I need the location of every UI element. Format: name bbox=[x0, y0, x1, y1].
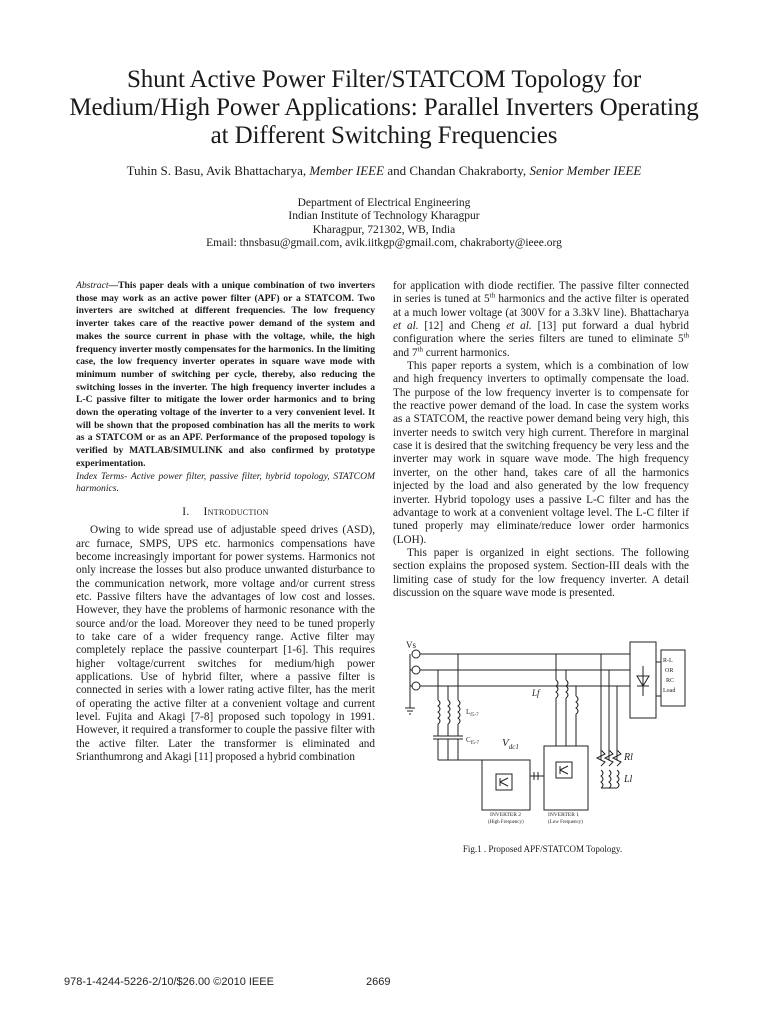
label-lf: Lf bbox=[532, 688, 540, 698]
p1-text-d: [13] put forward a dual hybrid configuration where the series filters are tuned to eliminate 5 bbox=[393, 320, 689, 346]
label-inverter-1-sub: (Low Frequency) bbox=[548, 820, 583, 825]
p1-sup-c: th bbox=[417, 344, 423, 353]
p1-text-f: current harmonics. bbox=[423, 346, 510, 359]
intro-paragraph: Owing to wide spread use of adjustable speed drives (ASD), arc furnace, SMPS, UPS etc. harmonics compensations have become increasingly important for power systems. Harmonics not only increase the losses but also produce unwanted disturbance to the communication network, more voltage and/or current stress etc. Passive filters have the advantages of low cost and losses. However, they have the problems of harmonic resonance with the source and/or the load. Moreover they need to be tuned properly to take care of a wider frequency range. Active filter may completely replace the passive counterpart [1-6]. This requires higher voltage/current switches for medium/high power applications. Use of hybrid filter, where a passive filter is connected in series with a lower rating active filter, has the merit of operating the active filter at a convenient voltage and current level. Fujita and Akagi [7-8] proposed such topology in 1991. However, it required a transformer to couple the passive filter with the active filter. Later the transformer is eliminated and Srianthumrong and Akagi [11] proposed a hybrid combination bbox=[76, 524, 375, 764]
author-senior: and Chandan Chakraborty, bbox=[384, 163, 530, 178]
page-number: 2669 bbox=[366, 976, 391, 988]
affiliation-email: Email: thnsbasu@gmail.com, avik.iitkgp@gmail.com, chakraborty@ieee.org bbox=[206, 236, 562, 249]
label-load-1: R-L bbox=[663, 658, 673, 664]
section-number: I. bbox=[182, 505, 190, 518]
section-heading bbox=[76, 506, 375, 519]
author-names: Tuhin S. Basu, Avik Bhattacharya, bbox=[126, 163, 310, 178]
figure-caption: Fig.1 . Proposed APF/STATCOM Topology. bbox=[462, 844, 623, 854]
p1-etal-a: et al. bbox=[393, 320, 419, 333]
section-title: Introduction bbox=[203, 505, 269, 518]
abstract-text: —This paper deals with a unique combination of two inverters those may work as an active power filter (APF) or a STATCOM. Two inverters are switched at different frequencies. The low frequency inverter takes care of the reactive power demand of the system and makes the source current in phase with the voltage, while, the high frequency inverter mostly compensates for the harmonics. In the limiting case, the low frequency inverter operates in square wave mode with minimum number of switching per cycle, thereby, also reducing the switching losses in the inverter. The high frequency inverter includes a L-C passive filter to mitigate the lower order harmonics and to bring down the operating voltage of the inverter to a very convenient level. It will be shown that the proposed combination has all the merits to work as a STATCOM or as an APF. Performance of the proposed topology is verified by MATLAB/SIMULINK and also confirmed by prototype experimentation. bbox=[76, 280, 375, 469]
p1-sup-b: th bbox=[683, 331, 689, 340]
label-rl: Rl bbox=[624, 752, 633, 763]
affiliation-institute: Indian Institute of Technology Kharagpur bbox=[288, 210, 480, 223]
p1-text-a: for application with diode rectifier. The passive filter connected in series is tuned at 5 bbox=[393, 280, 689, 306]
label-load-2: OR bbox=[665, 668, 674, 674]
circuit-diagram bbox=[396, 636, 689, 830]
label-load-4: Load bbox=[663, 688, 676, 694]
abstract bbox=[76, 280, 375, 471]
label-vdc: $V_{dc1}$ bbox=[502, 737, 519, 751]
right-paragraph-1 bbox=[393, 280, 689, 360]
abstract-lead: Abstract bbox=[76, 280, 109, 291]
p1-text-e: and 7 bbox=[393, 346, 418, 359]
author-senior-membership: Senior Member IEEE bbox=[529, 163, 642, 178]
label-ll: Ll bbox=[624, 774, 633, 785]
label-inverter-1: INVERTER 1 bbox=[548, 812, 579, 818]
paper-title: Shunt Active Power Filter/STATCOM Topology for Medium/High Power Applications: Parallel Inverters Operating at Different Switching Frequencies bbox=[69, 66, 699, 149]
right-paragraph-3: This paper is organized in eight sections. The following section explains the proposed system. Section-III deals with the limiting case of study for the low frequency inverter. A detail discussion on the square wave mode is presented. bbox=[393, 546, 689, 599]
affiliation-dept: Department of Electrical Engineering bbox=[297, 197, 471, 209]
right-paragraph-2: This paper reports a system, which is a combination of low and high frequency inverters to optimally compensate the load. The purpose of the low frequency inverter is to compensate for the reactive power demand of the load. In case the system works as a STATCOM, the reactive power demand being very high, this inverter needs to switch very high current. Therefore in marginal case it is desired that the switching frequency be very less and the inverter may work in square wave mode. The high frequency inverter, on the other hand, takes care of all the harmonics injected by the load and also generated by the low frequency inverter. Hybrid topology uses a passive L-C filter and has the advantage to work at a convenient voltage level. The L-C filter if tuned properly may eliminate/reduce lower order harmonics (LOH). bbox=[393, 360, 689, 546]
author-line bbox=[40, 163, 728, 179]
p1-text-c: [12] and Cheng bbox=[418, 320, 507, 333]
label-cf57: $C_{f5-7}$ bbox=[466, 736, 480, 746]
affiliation-block bbox=[140, 197, 628, 250]
p1-etal-b: et al. bbox=[506, 320, 532, 333]
footer-isbn: 978-1-4244-5226-2/10/$26.00 ©2010 IEEE bbox=[64, 976, 274, 988]
label-inverter-2: INVERTER 2 bbox=[490, 812, 521, 818]
p1-sup-a: th bbox=[489, 291, 496, 300]
affiliation-address: Kharagpur, 721302, WB, India bbox=[312, 223, 456, 236]
right-column bbox=[393, 280, 689, 600]
index-terms: Index Terms- Active power filter, passive filter, hybrid topology, STATCOM harmonics. bbox=[76, 470, 375, 495]
left-column bbox=[76, 280, 375, 764]
label-load-3: RC bbox=[666, 678, 675, 684]
label-inverter-2-sub: (High Frequency) bbox=[488, 820, 524, 825]
label-lf57: $L_{f5-7}$ bbox=[466, 708, 479, 718]
author-membership: Member IEEE bbox=[309, 163, 385, 178]
label-vs: Vs bbox=[406, 640, 417, 650]
p1-text-b: harmonics and the active filter is operated at a much lower voltage (at 300V for a 3.3kV line). Bhattacharya bbox=[393, 293, 689, 319]
